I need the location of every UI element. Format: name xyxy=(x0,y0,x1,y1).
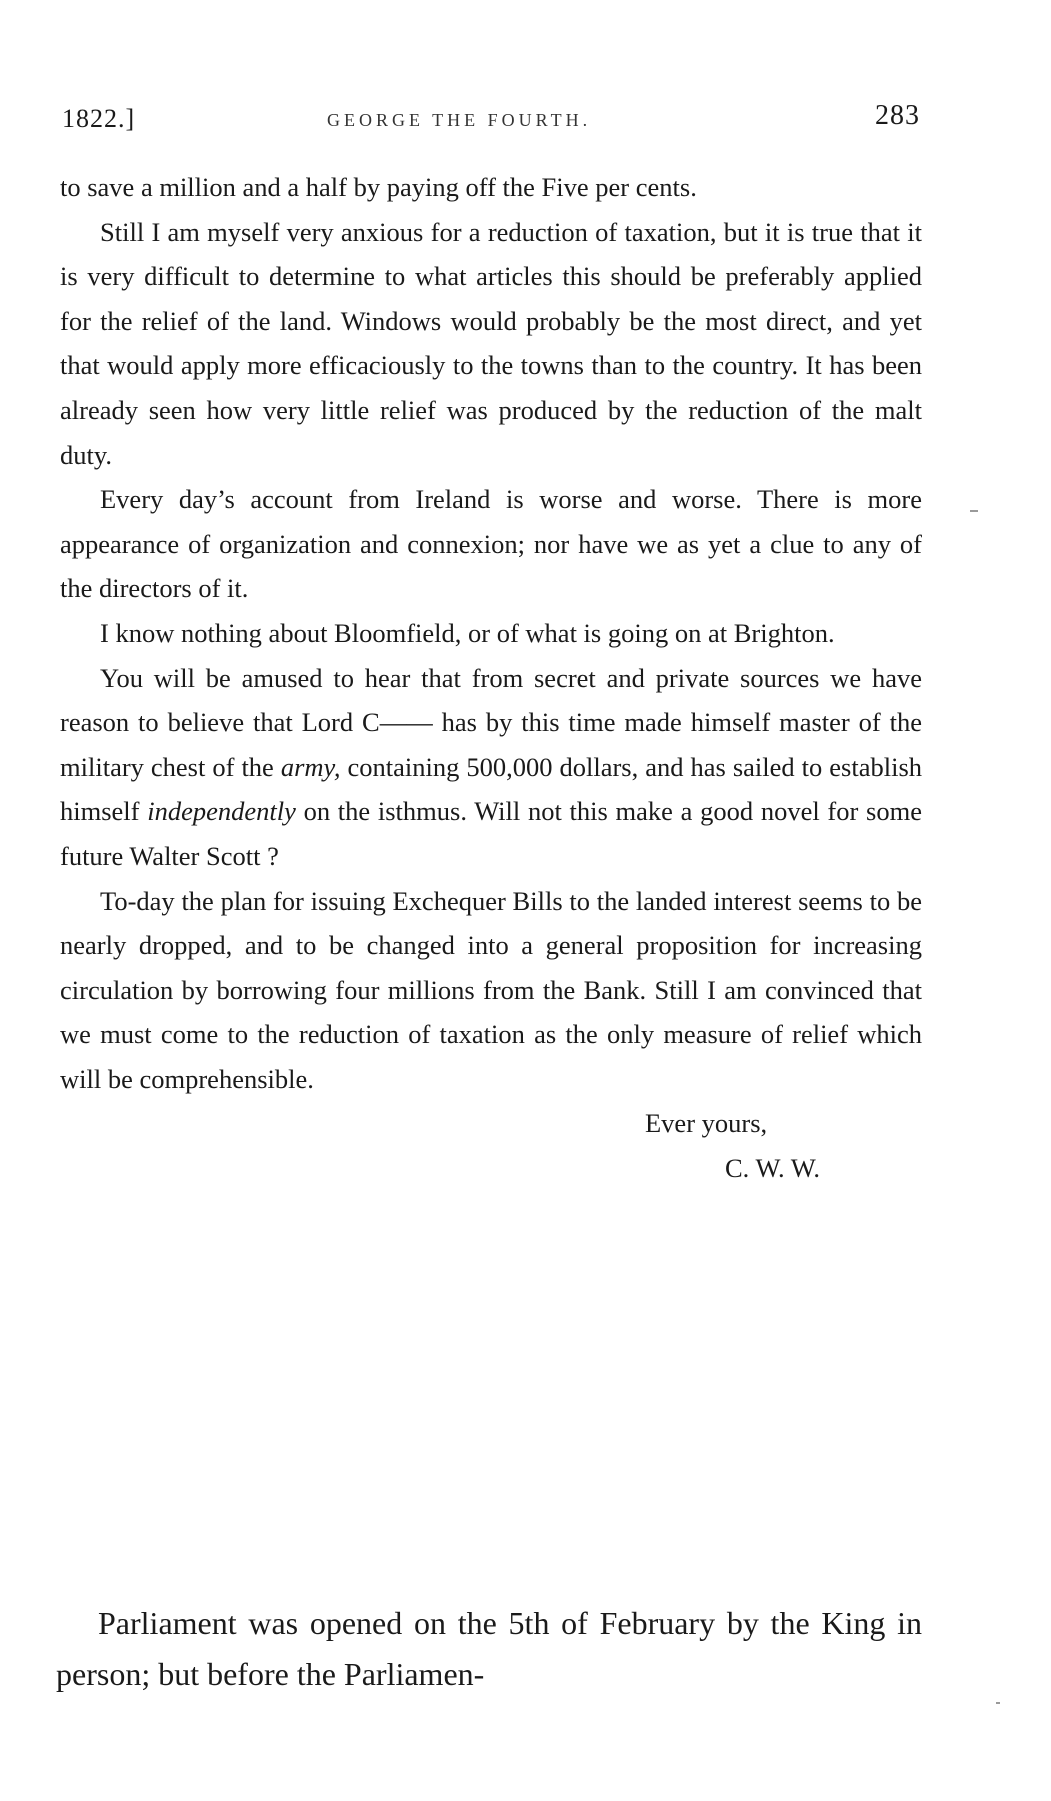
header-year: 1822.] xyxy=(62,104,136,133)
narrative-paragraph: Parliament was opened on the 5th of February by the King in person; but before the Parliamen- xyxy=(56,1605,922,1692)
signature-block xyxy=(60,1101,922,1190)
running-header xyxy=(62,100,922,140)
letter-body xyxy=(60,165,922,1191)
paragraph-ireland: Every day’s account from Ireland is worse and worse. There is more appearance of organization and connexion; nor have we as yet a clue to any of the directors of it. xyxy=(60,484,922,604)
paragraph-exchequer: To-day the plan for issuing Exchequer Bills to the landed interest seems to be nearly dropped, and to be changed into a general proposition for increasing circulation by borrowing four millions from the Bank. Still I am convinced that we must come to the reduction of taxation as the only measure of relief which will be comprehensible. xyxy=(60,885,922,1094)
lord-c-text-b: containing 500,000 dollars, and has sailed to establish himself xyxy=(60,751,923,827)
scan-speck xyxy=(996,1702,1000,1704)
paragraph-continuation: to save a million and a half by paying off the Five per cents. xyxy=(60,172,697,202)
paragraph-taxation: Still I am myself very anxious for a reduction of taxation, but it is true that it is very difficult to determine to what articles this should be preferably applied for the relief of the land. Windows would probably be the most direct, and yet that would apply more efficaciously to the towns than to the country. It has been already seen how very little relief was produced by the reduction of the malt duty. xyxy=(60,216,922,470)
italic-army: army, xyxy=(280,751,341,782)
narrative-section xyxy=(56,1598,922,1700)
signature-closing: Ever yours, xyxy=(645,1108,768,1139)
italic-independently: independently xyxy=(147,796,296,827)
header-running-title: GEORGE THE FOURTH. xyxy=(327,110,592,130)
signature-initials: C. W. W. xyxy=(725,1153,821,1184)
paragraph-bloomfield: I know nothing about Bloomfield, or of what is going on at Brighton. xyxy=(100,617,835,648)
scan-speck xyxy=(970,510,978,512)
lord-c-text-a: You will be amused to hear that from secret and private sources we have reason to believe that Lord C—— has by this time made himself master of the military chest of the xyxy=(60,662,922,782)
header-page-number: 283 xyxy=(875,100,920,131)
paragraph-lord-c xyxy=(60,656,922,879)
lord-c-text-c: on the isthmus. Will not this make a good novel for some future Walter Scott ? xyxy=(60,796,922,871)
